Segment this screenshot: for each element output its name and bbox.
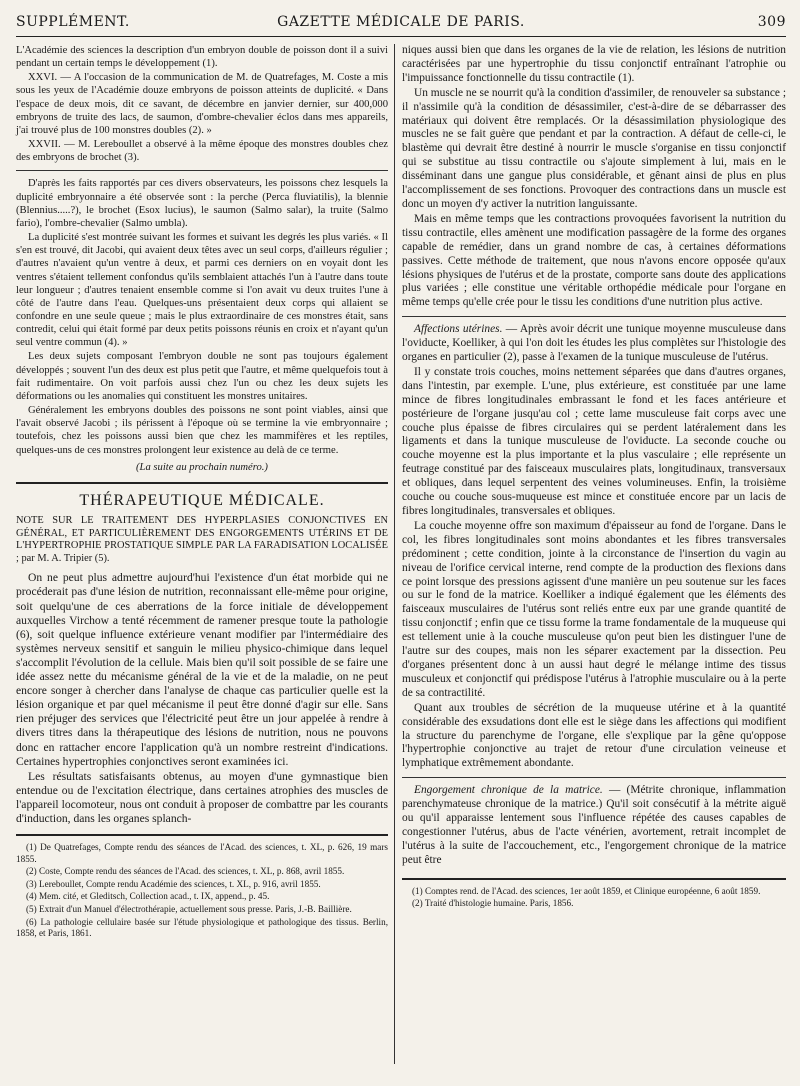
footnote-rule: [16, 834, 388, 836]
paragraph: Quant aux troubles de sécrétion de la muqueuse utérine et à la quantité considérable des exsudations dont elle est le siège dans les affections qui modifient la structure du parenchyme de l'organe, elle s'explique par la gêne qu'oppose l'hypertrophie conjonctive au trajet de retour d'une circulation veineuse et lymphatique extrêmement abondante.: [402, 701, 786, 770]
left-column: [16, 44, 388, 1069]
footnote: (4) Mem. cité, et Gleditsch, Collection acad., t. IX, append., p. 45.: [26, 891, 270, 902]
paragraph: Généralement les embryons doubles des poissons ne sont point viables, ainsi que l'avait observé Jacobi ; ils périssent à l'époque où se termine la vie embryonnaire ; toutefois, chez les poissons aussi bien que chez les mammifères et les reptiles, quelques-uns de ces monstres prolongent leur existence au delà de ce terme.: [16, 405, 388, 456]
footnotes-left: [16, 842, 388, 940]
paragraph: [402, 323, 786, 365]
paragraph: [402, 784, 786, 867]
paragraph: D'après les faits rapportés par ces divers observateurs, les poissons chez lesquels la duplicité embryonnaire a été observée sont : la perche (Perca fluviatilis), la blennie (Blennius.....?), le brochet (Esox lucius), le saumon (Salmo salar), la truite (Salmo fario), l'ombre-chevalier (Salmo umbla).: [16, 178, 388, 229]
footnote-rule: [402, 878, 786, 880]
right-column: [402, 44, 786, 1069]
footnote: (3) Lereboullet, Compte rendu Académie des sciences, t. XL, p. 916, avril 1855.: [26, 878, 321, 889]
page: [16, 12, 786, 1078]
paragraph: L'Académie des sciences la description d'un embryon double de poisson dont il a suivi pendant un certain temps le développement (1).: [16, 45, 388, 70]
header-rule: [16, 36, 786, 37]
paragraph: La duplicité s'est montrée suivant les formes et suivant les degrés les plus variés. « Il s'en est trouvé, dit Jacobi, qui avaient deux têtes avec un seul corps, d'ailleurs régulier ; d'autres n'avaient qu'un ventre à deux, et parmi ces derniers on en voyait dont les ventres s'étaient tellement confondus qu'ils semblaient attachés l'un à l'autre dans toute leur longueur ; d'autres tenaient ensemble comme si l'on avait vu deux truites l'une à côté de l'autre dans l'eau. Quelques-uns présentaient deux corps qui allaient se confondre en une seule queue ; mais le plus extraordinaire de ces monstres était, sans contredit, celui qui était formé par deux petits poissons réunis en croix et n'ayant qu'un seul ventre commun (4). »: [16, 232, 388, 349]
continuation-notice: (La suite au prochain numéro.): [136, 461, 268, 473]
section-rule: [16, 482, 388, 484]
footnote: (5) Extrait d'un Manuel d'électrothérapie, actuellement sous presse. Paris, J.-B. Baillière.: [26, 904, 352, 915]
paragraph: XXVI. — A l'occasion de la communication de M. de Quatrefages, M. Coste a mis sous les yeux de l'Académie douze embryons de poisson atteints de duplicité. « Dans l'espace de deux mois, dit ce savant, de décembre en janvier dernier, sur 400,000 embryons de truite des lacs, de saumon, d'ombre-chevalier éclos dans mes appareils, j'ai trouvé plus de 100 monstres doubles (2). »: [16, 72, 388, 136]
footnotes-right: [402, 886, 786, 910]
footnote: (2) Traité d'histologie humaine. Paris, 1856.: [412, 898, 574, 909]
section-separator: [402, 777, 786, 778]
paragraph: Mais en même temps que les contractions provoquées favorisent la nutrition du tissu contractile, elles amènent une modification passagère de la forme des organes capable de remédier, dans un grand nombre de cas, à certaines déformations passives. Cette méthode de traitement, que nous n'avons encore opposée qu'aux lésions physiques de l'utérus et de la prostate, comporte sans doute des applications plus variées ; elle constitue une véritable orthopédie médicale pour l'organe en même temps qu'elle crée pour le tissu les conditions d'une nutrition plus active.: [402, 212, 786, 309]
footnote: (2) Coste, Compte rendu des séances de l'Acad. des sciences, t. XL, p. 868, avril 1855.: [26, 866, 345, 877]
footnote: (6) La pathologie cellulaire basée sur l'étude physiologique et pathologique des tissus. Berlin, 1858, et Paris, 1861.: [16, 916, 388, 939]
paragraph-text: — (Métrite chronique, inflammation parenchymateuse chronique de la matrice.) Qu'il soit consécutif à la métrite aiguë ou qu'il apparaisse lentement sous l'influence répétée des causes capables de congestionner l'utérus, abus de l'acte vénérien, avortement, retrait incomplet de l'utérus à la suite de l'accouchement, etc., l'engorgement chronique de la matrice peut être: [402, 784, 786, 866]
column-divider: [394, 44, 395, 1064]
paragraph: niques aussi bien que dans les organes de la vie de relation, les lésions de nutrition caractérisées par une hypertrophie du tissu conjonctif entraînant l'atrophie ou l'impuissance fonctionnelle du tissu contractile (1).: [402, 44, 786, 84]
subsection-heading: Engorgement chronique de la matrice.: [414, 784, 603, 797]
article-title: NOTE SUR LE TRAITEMENT DES HYPERPLASIES CONJONCTIVES EN GÉNÉRAL, ET PARTICULIÈREMENT DES ENGORGEMENTS UTÉRINS ET DE L'HYPERTROPHIE PROSTATIQUE SIMPLE PAR LA FARADISATION LOCALISÉE ; par M. A. Tripier (5).: [16, 515, 388, 564]
paragraph: La couche moyenne offre son maximum d'épaisseur au fond de l'organe. Dans le col, les fibres longitudinales sont moins abondantes et les fibres transversales prédominent ; cette condition, jointe à la circonstance de l'insertion du vagin au niveau de l'orifice cervical interne, rend compte de la production des flexions dans ce point lorsque des pressions agissent d'une manière un peu soutenue sur les faces ou sur le fond de la matrice. Koelliker a indiqué également que les éléments des faisceaux musculaires de l'utérus sont reliés entre eux par une grande quantité de tissu conjonctif ; enfin que ce tissu forme la trame fondamentale de la muqueuse qui est tellement unie à la couche musculeuse qu'on peut bien les distinguer l'une de l'autre sur des coupes, mais non les séparer exactement par la dissection. Peu d'organes présentent donc à un aussi haut degré le mélange intime des tissus musculeux et conjonctif qui prédispose l'utérus à l'atrophie musculaire ou à la perte de sa contractilité.: [402, 519, 787, 699]
paragraph: Il y constate trois couches, moins nettement séparées que dans d'autres organes, dans l'intestin, par exemple. L'une, plus extérieure, est constituée par une lame mince de fibres longitudinales embrassant le fond et les faces antérieure et postérieure de l'organe jusqu'au col ; cette lame musculeuse fait corps avec une couche plus épaisse de fibres circulaires qui se perdent latéralement dans les ligaments et dans la tunique musculeuse de l'oviducte. La seconde couche ou couche moyenne est la plus importante et la plus vasculaire ; elle représente un feutrage constitué par des faisceaux musculaires plats, longitudinaux, transversaux et obliques, dans lequel serpentent des veines volumineuses. Enfin, la troisième couche ou couche sous-muqueuse est mince et constituée encore par un lacis de fibres longitudinales, transversales et obliques.: [402, 365, 786, 517]
subsection-heading: Affections utérines.: [414, 323, 503, 336]
footnote: (1) De Quatrefages, Compte rendu des séances de l'Acad. des sciences, t. XL, p. 626, 19 mars 1855.: [16, 842, 388, 864]
page-number: 309: [757, 14, 786, 30]
section-title: THÉRAPEUTIQUE MÉDICALE.: [79, 491, 325, 509]
header-journal-title: GAZETTE MÉDICALE DE PARIS.: [277, 14, 525, 30]
footnote: (1) Comptes rend. de l'Acad. des sciences, 1er août 1859, et Clinique européenne, 6 août 1859.: [412, 885, 761, 896]
paragraph: Les deux sujets composant l'embryon double ne sont pas toujours également développés ; souvent l'un des deux est plus petit que l'autre, et même quelquefois tout à fait rudimentaire. On voit parfois aussi chez l'un ou chez les deux sujets les déformations ou les anomalies qui constituent les monstres unitaires.: [16, 351, 388, 402]
section-separator: [402, 316, 786, 317]
paragraph: On ne peut plus admettre aujourd'hui l'existence d'un état morbide qui ne procéderait pas d'une lésion de nutrition, reconnaissant elle-même pour origine, soit quelqu'une de ces aberrations de la force initiale de développement auxquelles Virchow a tenté récemment de ramener presque toute la pathologie (6), soit quelque influence extérieure venant modifier par l'intermédiaire des systèmes nerveux sensitif et sanguin le milieu physico-chimique dans lequel s'accomplit l'évolution de la cellule. Mais bien qu'il soit possible de se faire une idée assez nette du mécanisme général de la vie et de la maladie, on ne peut encore songer à chercher dans l'analyse de chaque cas particulier quelle est la lésion organique et par quel mécanisme il peut être donné d'agir sur elle. Sans rien préjuger des services que l'électricité peut être un jour appelée à rendre à divers titres dans la thérapeutique des lésions de nutrition, nous ne pouvons donc en rattacher encore l'application qu'à un nombre restreint d'indications. Certaines hypertrophies conjonctives seront examinées ici.: [16, 571, 388, 768]
paragraph: XXVII. — M. Lereboullet a observé à la même époque des monstres doubles chez des embryons de brochet (3).: [16, 139, 388, 164]
section-separator: [16, 170, 388, 171]
paragraph: Les résultats satisfaisants obtenus, au moyen d'une gymnastique bien entendue ou de l'excitation électrique, dans certaines atrophies des muscles de l'appareil locomoteur, nous ont conduit à proposer de combattre par les courants d'induction, dans les organes splanch-: [16, 769, 388, 825]
paragraph-text: — Après avoir décrit une tunique moyenne musculeuse dans l'oviducte, Koelliker, à qui l'on doit les études les plus complètes sur l'histologie des organes en particulier (2), passe à l'examen de la tunique musculeuse de l'utérus.: [402, 323, 786, 364]
running-header: [16, 12, 786, 34]
paragraph: Un muscle ne se nourrit qu'à la condition d'assimiler, de renouveler sa substance ; il n'assimile qu'à la condition de désassimiler, c'est-à-dire de se débarrasser des matériaux qui doivent être remplacés. Or la désassimilation physiologique des muscles ne se fait guère que pendant et par la contraction. A défaut de celle-ci, le blastème qui devrait être destiné à nourrir le muscle s'organise en tissu conjonctif qui se substitue au tissu contractile ou s'ajoute simplement à lui, mais en le disséminant dans une gangue plus considérable, et gênant ainsi de plus en plus l'accomplissement de ses fonctions. Provoquer des contractions dans un muscle est donc un moyen d'y activer la nutrition languissante.: [402, 86, 786, 210]
header-supplement: SUPPLÉMENT.: [16, 14, 130, 30]
